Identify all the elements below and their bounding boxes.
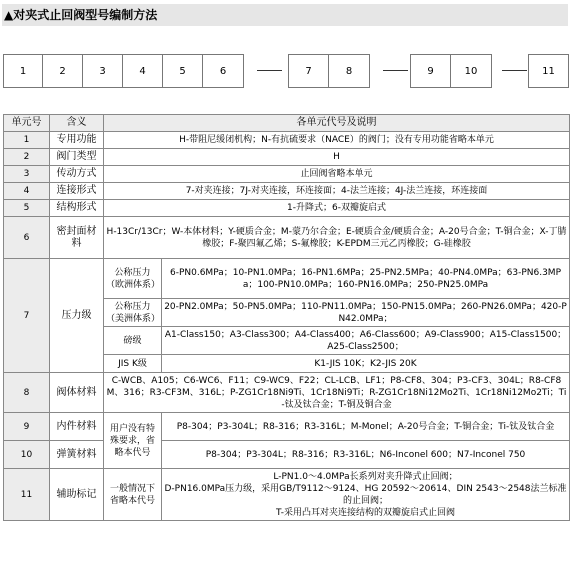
unit-name: 内件材料 [50,413,104,441]
unit-desc: 7-对夹连接；7J-对夹连接，环连接面；4-法兰连接；4J-法兰连接，环连接面 [104,183,570,200]
table-row [4,469,570,521]
table-row [4,441,570,469]
page-title: ▲对夹式止回阀型号编制方法 [2,4,568,26]
unit-name: 辅助标记 [50,469,104,521]
table-row [4,413,570,441]
unit-desc: P8-304；P3-304L；R8-316；R3-316L；N6-Inconel 600；N7-Inconel 750 [162,441,570,469]
unit-name: 密封面材料 [50,217,104,259]
table-row [4,217,570,259]
unit-desc [162,469,570,521]
aux-mark-line: D-PN16.0MPa压力级，采用GB/T9112～9124、HG 20592～20614、DIN 2543～2548法兰标准的止回阀； [164,483,567,506]
header-unit-no: 单元号 [4,115,50,132]
code-cell-6: 6 [202,54,244,88]
table-row [4,200,570,217]
pressure-sub-label: 磅级 [104,327,162,355]
separator-dash [383,70,408,71]
unit-name: 阀体材料 [50,373,104,413]
unit-desc: 止回阀省略本单元 [104,166,570,183]
code-cell-3: 3 [82,54,123,88]
unit-name: 压力级 [50,259,104,373]
unit-desc: H-13Cr/13Cr；W-本体材料；Y-硬质合金；M-蒙乃尔合金；E-硬质合金/硬质合金；A-20号合金；T-铜合金；X-丁腈橡胶；F-聚四氟乙烯；S-氟橡胶；K-EPDM三元乙丙橡胶；G-硅橡胶 [104,217,570,259]
header-description: 各单元代号及说明 [104,115,570,132]
unit-no: 4 [4,183,50,200]
table-row [4,132,570,149]
code-cell-7: 7 [288,54,329,88]
unit-desc: 1-升降式；6-双瓣旋启式 [104,200,570,217]
code-cell-9: 9 [410,54,451,88]
unit-no: 6 [4,217,50,259]
pressure-sub-desc: 20-PN2.0MPa；50-PN5.0MPa；110-PN11.0MPa；150-PN15.0MPa；260-PN26.0MPa；420-PN42.0MPa； [162,299,570,327]
pressure-sub-label: JIS K级 [104,355,162,373]
aux-mark-line: T-采用凸耳对夹连接结构的双瓣旋启式止回阀 [276,507,455,518]
unit-no: 2 [4,149,50,166]
separator-dash [502,70,527,71]
unit-no: 5 [4,200,50,217]
unit-no: 1 [4,132,50,149]
unit-no: 9 [4,413,50,441]
table-row [4,166,570,183]
code-cell-11: 11 [528,54,569,88]
pressure-sub-desc: A1-Class150；A3-Class300；A4-Class400；A6-Class600；A9-Class900；A15-Class1500；A25-Class2500； [162,327,570,355]
unit-no: 3 [4,166,50,183]
table-row [4,259,570,299]
code-cell-4: 4 [122,54,163,88]
header-meaning: 含义 [50,115,104,132]
unit-desc: C-WCB、A105；C6-WC6、F11；C9-WC9、F22；CL-LCB、LF1；P8-CF8、304；P3-CF3、304L；R8-CF8M、316；R3-CF3M、316L；P-ZG1Cr18Ni9Ti、1Cr18Ni9Ti；R-ZG1Cr18Ni12Mo2Ti、1Cr18Ni12Mo2Ti；Ti-钛及钛合金；T-铜及铜合金 [104,373,570,413]
unit-name: 专用功能 [50,132,104,149]
unit-no: 10 [4,441,50,469]
pressure-sub-desc: K1-JIS 10K；K2-JIS 20K [162,355,570,373]
code-cell-2: 2 [42,54,83,88]
table-row [4,373,570,413]
separator-dash [257,70,282,71]
default-omit-note: 一般情况下省略本代号 [104,469,162,521]
default-omit-note: 用户没有特殊要求，省略本代号 [104,413,162,469]
table-header-row [4,115,570,132]
pressure-sub-label: 公称压力（欧洲体系） [104,259,162,299]
unit-no: 11 [4,469,50,521]
code-cell-5: 5 [162,54,203,88]
code-cell-10: 10 [450,54,492,88]
pressure-sub-desc: 6-PN0.6MPa；10-PN1.0MPa；16-PN1.6MPa；25-PN2.5MPa；40-PN4.0MPa；63-PN6.3MPa；100-PN10.0MPa；160-PN16.0MPa；250-PN25.0MPa [162,259,570,299]
unit-no: 8 [4,373,50,413]
table-row [4,149,570,166]
unit-desc: H-带阻尼缓闭机构；N-有抗硫要求（NACE）的阀门；没有专用功能省略本单元 [104,132,570,149]
code-table [3,114,570,521]
pressure-sub-label: 公称压力（美洲体系） [104,299,162,327]
unit-name: 结构形式 [50,200,104,217]
code-cell-8: 8 [328,54,370,88]
code-cell-1: 1 [3,54,43,88]
unit-name: 连接形式 [50,183,104,200]
unit-desc: H [104,149,570,166]
unit-name: 传动方式 [50,166,104,183]
table-row [4,183,570,200]
unit-name: 弹簧材料 [50,441,104,469]
unit-no: 7 [4,259,50,373]
unit-desc: P8-304；P3-304L；R8-316；R3-316L；M-Monel；A-20号合金；T-铜合金；Ti-钛及钛合金 [162,413,570,441]
unit-name: 阀门类型 [50,149,104,166]
aux-mark-line: L-PN1.0～4.0MPa长系列对夹升降式止回阀； [273,471,458,482]
